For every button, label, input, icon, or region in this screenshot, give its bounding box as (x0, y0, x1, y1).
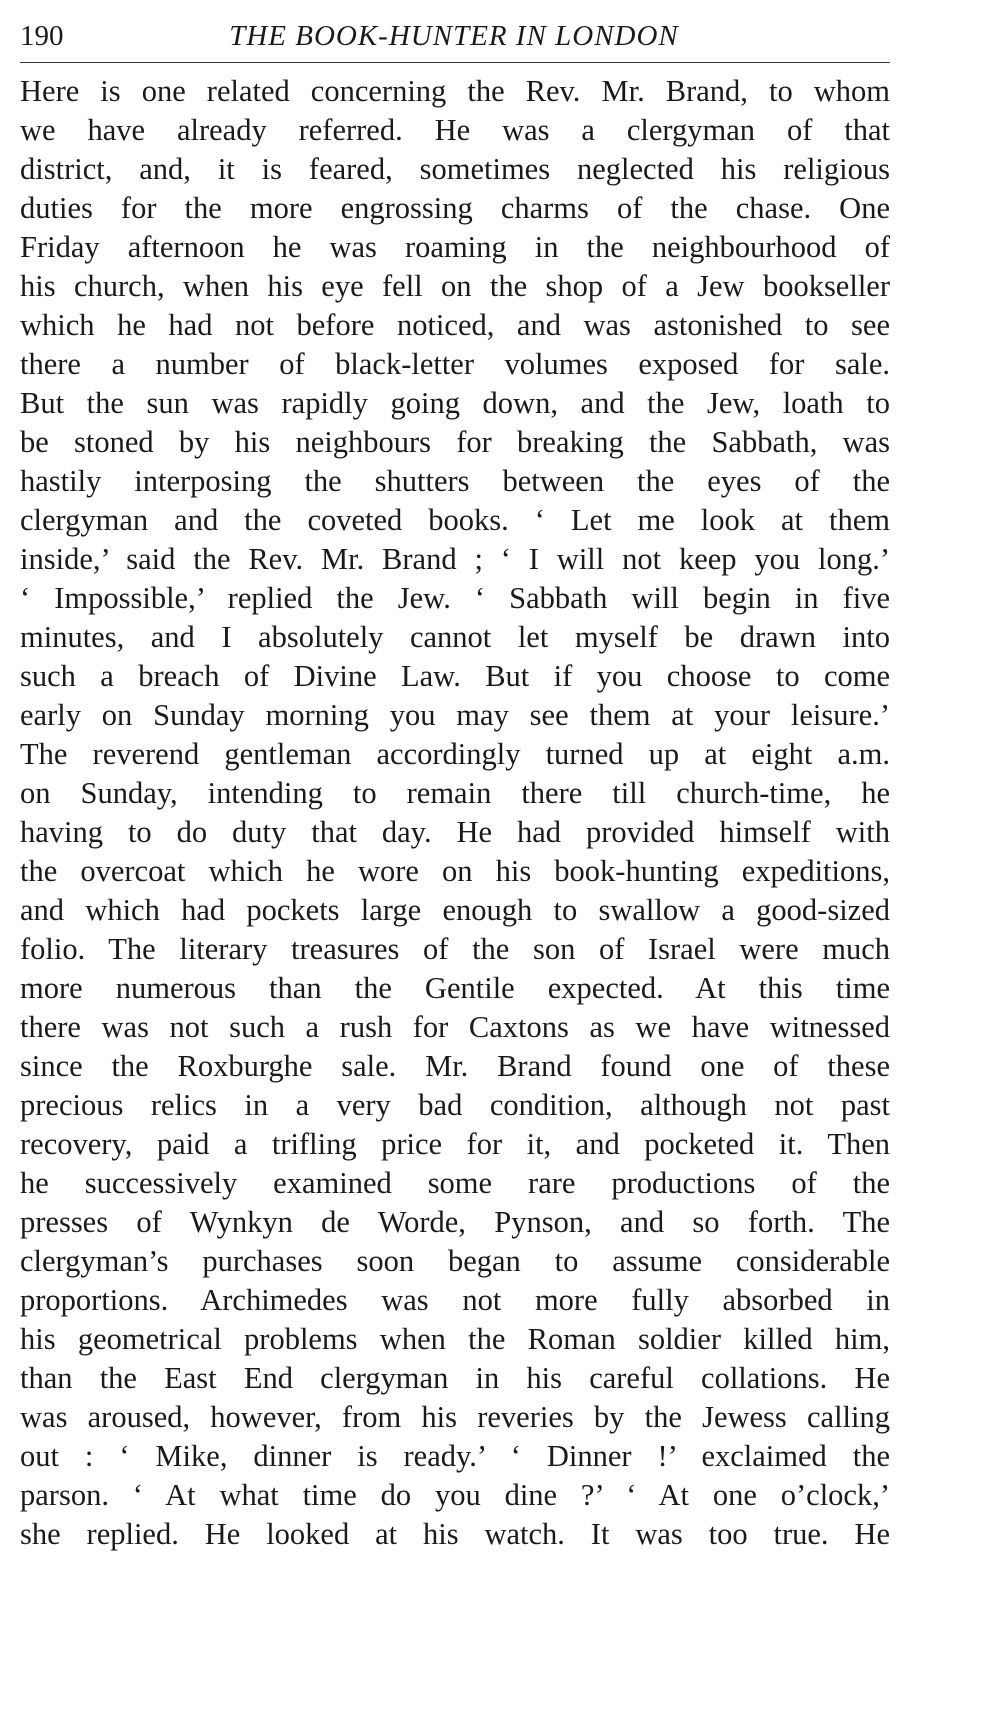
text-line: the overcoat which he wore on his book-hunting expeditions, (20, 854, 890, 888)
running-head (20, 12, 888, 72)
body-text (20, 72, 890, 1554)
text-line: than the East End clergyman in his careful collations. He (20, 1361, 890, 1395)
text-line: ‘ Impossible,’ replied the Jew. ‘ Sabbath will begin in five (20, 581, 890, 615)
text-line: since the Roxburghe sale. Mr. Brand found one of these (20, 1049, 890, 1083)
text-line: early on Sunday morning you may see them at your leisure.’ (20, 698, 890, 732)
text-line: clergyman’s purchases soon began to assume considerable (20, 1244, 890, 1278)
text-line: presses of Wynkyn de Worde, Pynson, and so forth. The (20, 1205, 890, 1239)
text-line: we have already referred. He was a clergyman of that (20, 113, 890, 147)
text-line: The reverend gentleman accordingly turned up at eight a.m. (20, 737, 890, 771)
text-line: duties for the more engrossing charms of the chase. One (20, 191, 890, 225)
text-line: his church, when his eye fell on the shop of a Jew bookseller (20, 269, 890, 303)
text-line: such a breach of Divine Law. But if you choose to come (20, 659, 890, 693)
header-rule (20, 62, 890, 63)
text-line: and which had pockets large enough to swallow a good-sized (20, 893, 890, 927)
text-line: was aroused, however, from his reveries by the Jewess calling (20, 1400, 890, 1434)
text-line: there was not such a rush for Caxtons as we have witnessed (20, 1010, 890, 1044)
page-number: 190 (20, 20, 64, 52)
text-line: which he had not before noticed, and was astonished to see (20, 308, 890, 342)
text-line: recovery, paid a trifling price for it, and pocketed it. Then (20, 1127, 890, 1161)
text-line: But the sun was rapidly going down, and the Jew, loath to (20, 386, 890, 420)
text-line: having to do duty that day. He had provided himself with (20, 815, 890, 849)
text-line: minutes, and I absolutely cannot let myself be drawn into (20, 620, 890, 654)
text-line: district, and, it is feared, sometimes neglected his religious (20, 152, 890, 186)
text-line: on Sunday, intending to remain there till church-time, he (20, 776, 890, 810)
text-line: more numerous than the Gentile expected. At this time (20, 971, 890, 1005)
text-line: parson. ‘ At what time do you dine ?’ ‘ At one o’clock,’ (20, 1478, 890, 1512)
text-line: there a number of black-letter volumes exposed for sale. (20, 347, 890, 381)
text-line: folio. The literary treasures of the son of Israel were much (20, 932, 890, 966)
text-line: inside,’ said the Rev. Mr. Brand ; ‘ I will not keep you long.’ (20, 542, 890, 576)
text-line: proportions. Archimedes was not more fully absorbed in (20, 1283, 890, 1317)
text-line: clergyman and the coveted books. ‘ Let me look at them (20, 503, 890, 537)
text-line: out : ‘ Mike, dinner is ready.’ ‘ Dinner !’ exclaimed the (20, 1439, 890, 1473)
text-line: he successively examined some rare productions of the (20, 1166, 890, 1200)
text-line: be stoned by his neighbours for breaking the Sabbath, was (20, 425, 890, 459)
text-line: hastily interposing the shutters between the eyes of the (20, 464, 890, 498)
text-line: his geometrical problems when the Roman soldier killed him, (20, 1322, 890, 1356)
running-title: THE BOOK-HUNTER IN LONDON (229, 20, 679, 52)
text-line: she replied. He looked at his watch. It was too true. He (20, 1517, 890, 1551)
text-line: Here is one related concerning the Rev. Mr. Brand, to whom (20, 74, 890, 108)
text-line: Friday afternoon he was roaming in the neighbourhood of (20, 230, 890, 264)
text-line: precious relics in a very bad condition, although not past (20, 1088, 890, 1122)
